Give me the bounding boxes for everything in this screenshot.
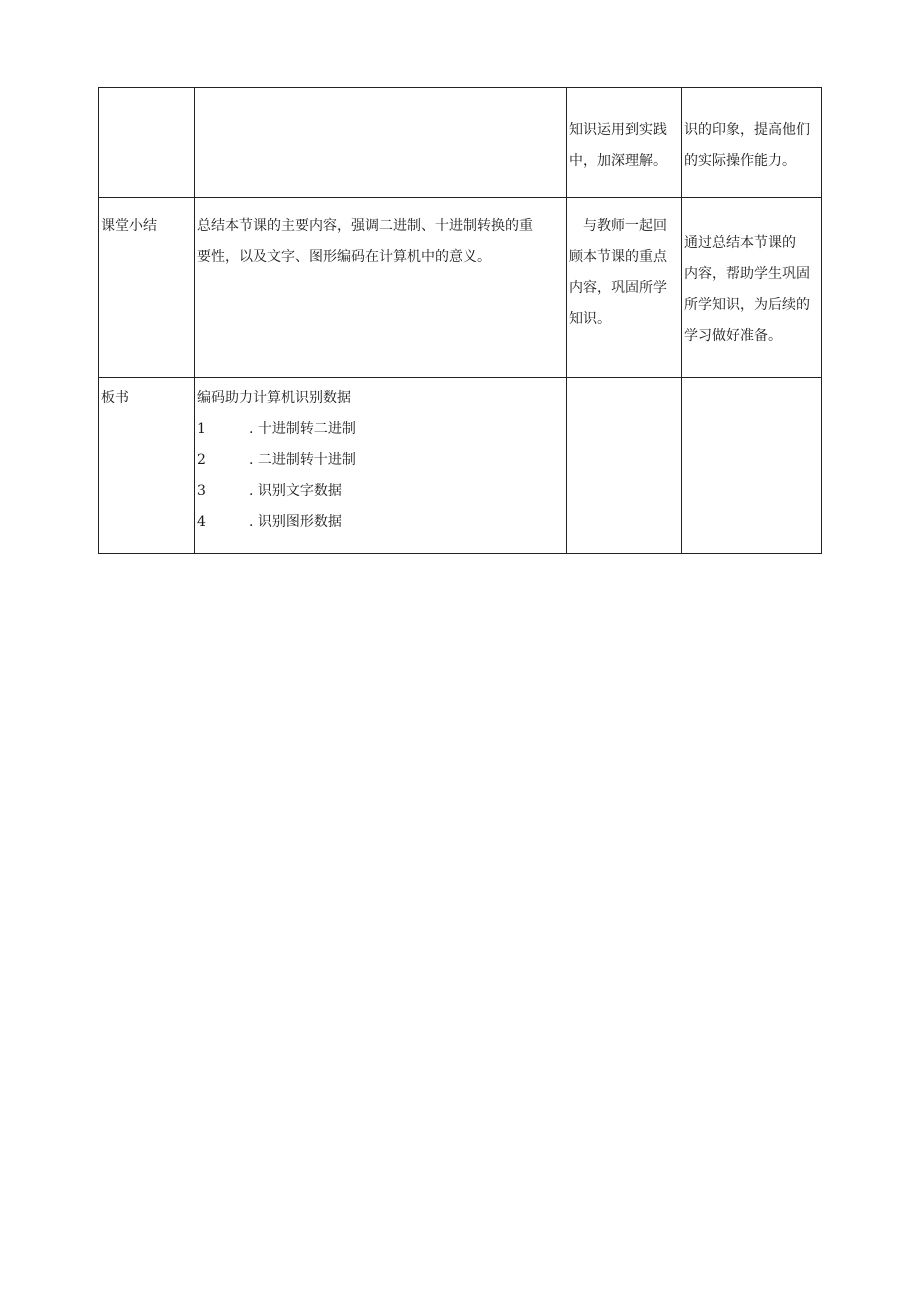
text-line: 所学知识，为后续的 (684, 297, 810, 313)
text-line: 识的印象，提高他们 (684, 122, 810, 138)
text-line: 知识运用到实践 (569, 122, 667, 138)
text-line: 的实际操作能力。 (684, 153, 796, 169)
text-line: 内容，帮助学生巩固 (684, 266, 810, 282)
board-content-cell (195, 378, 567, 554)
board-row (99, 378, 822, 554)
text-line: 顾本节课的重点 (569, 249, 667, 265)
continuation-row (99, 88, 822, 198)
stage-label-board (99, 378, 195, 554)
row-label: 课堂小结 (101, 218, 157, 234)
board-item (197, 445, 564, 476)
stage-label-summary (99, 198, 195, 378)
board-item-text: . 二进制转十进制 (249, 452, 356, 468)
design-intent-cell (682, 88, 822, 198)
text-line: 要性，以及文字、图形编码在计算机中的意义。 (197, 249, 491, 265)
text-line: 总结本节课的主要内容，强调二进制、十进制转换的重 (197, 218, 533, 234)
student-activity-cell-empty (567, 378, 682, 554)
text-line: 学习做好准备。 (684, 328, 782, 344)
text-line: 与教师一起回 (583, 218, 667, 234)
student-activity-cell (567, 198, 682, 378)
board-item-text: . 识别图形数据 (249, 514, 342, 530)
board-item-number: 3 (197, 483, 206, 499)
text-line: 中，加深理解。 (569, 153, 667, 169)
board-heading: 编码助力计算机识别数据 (197, 390, 351, 406)
board-item-text: . 识别文字数据 (249, 483, 342, 499)
teacher-activity-cell-empty (195, 88, 567, 198)
text-line: 通过总结本节课的 (684, 235, 796, 251)
lesson-plan-table (98, 87, 822, 554)
board-item-number: 2 (197, 452, 206, 468)
board-item (197, 507, 564, 538)
board-item-text: . 十进制转二进制 (249, 421, 356, 437)
row-label: 板书 (101, 390, 129, 406)
board-item (197, 476, 564, 507)
text-line: 内容，巩固所学 (569, 280, 667, 296)
stage-cell-empty (99, 88, 195, 198)
design-intent-cell (682, 198, 822, 378)
board-item-number: 4 (197, 514, 206, 530)
student-activity-cell (567, 88, 682, 198)
summary-row (99, 198, 822, 378)
text-line: 知识。 (569, 311, 611, 327)
teacher-activity-cell (195, 198, 567, 378)
board-item (197, 414, 564, 445)
design-intent-cell-empty (682, 378, 822, 554)
board-item-number: 1 (197, 421, 206, 437)
